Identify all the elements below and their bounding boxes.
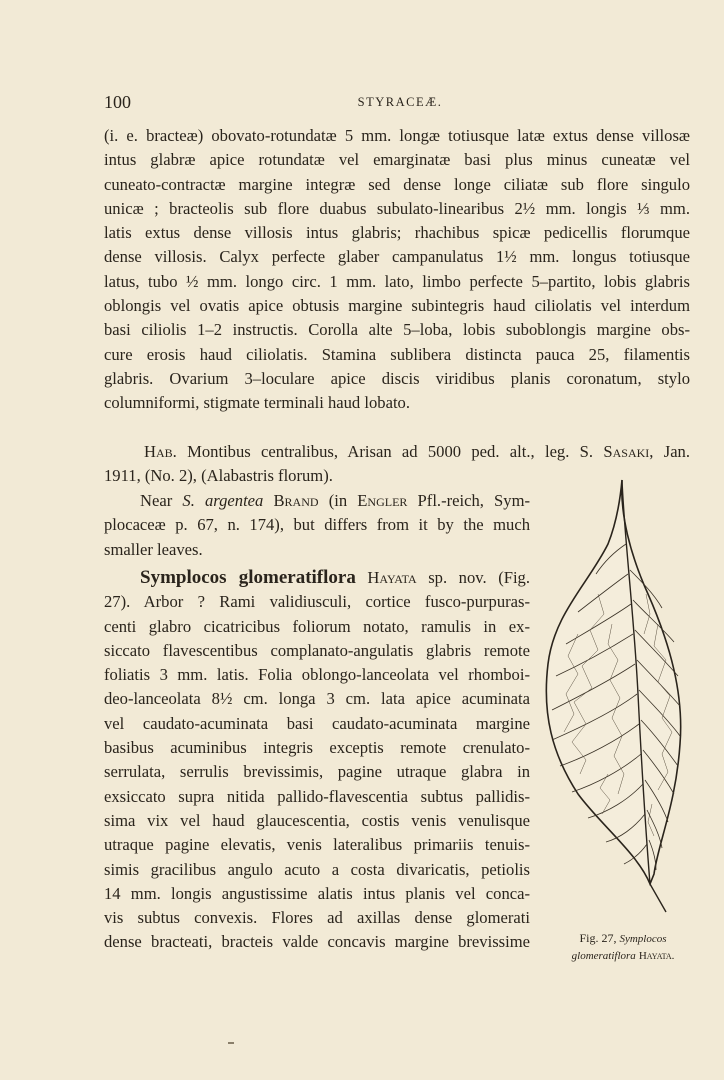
comparison-note: [104, 489, 530, 562]
text-line: sima vix vel haud glaucescentia, costis venis venulisque: [104, 810, 530, 830]
text-line: serrulata, serrulis brevissimis, pagine utraque glabra in: [104, 762, 530, 782]
caption-line: [548, 947, 698, 964]
running-head: STYRACEÆ.: [357, 95, 443, 109]
species-heading-line: [104, 566, 530, 590]
text-line: latus, tubo ½ mm. longo circ. 1 mm. lato, limbo perfecte 5–partito, lobis glabris: [104, 271, 690, 291]
caption-line: [548, 930, 698, 947]
text-line: centi glabro cicatricibus foliorum notato, ramulis in ex-: [104, 616, 530, 636]
text-line: 14 mm. longis angustissime alatis intus planis vel conca-: [104, 883, 530, 903]
description-paragraph: [104, 124, 690, 416]
note-text: Near: [140, 491, 183, 510]
text-line: glabris. Ovarium 3–loculare apice discis viridibus planis coronatum, stylo: [104, 368, 690, 388]
text-line: vis subtus convexis. Flores ad axillas dense glomerati: [104, 908, 530, 928]
text-line: unicæ ; bracteolis sub flore duabus subulato-linearibus 2½ mm. longis ⅓ mm.: [104, 198, 690, 218]
text-line: dense villosis. Calyx perfecte glaber campanulatus 1½ mm. longus totiusque: [104, 247, 690, 267]
species-name: Symplocos glomeratiflora: [140, 567, 356, 588]
page-header: [104, 92, 696, 116]
page-mark: [228, 1042, 234, 1044]
text-line: oblongis vel ovatis apice obtusis margine subintegris haud ciliolatis vel interdum: [104, 296, 690, 316]
text-line: cuneato-contractæ margine integræ sed dense longe ciliatæ sub flore singulo: [104, 174, 690, 194]
caption-author: Hayata.: [638, 950, 675, 962]
habitat-tail: , Jan.: [649, 442, 690, 461]
caption-epithet: glomeratiflora: [571, 950, 636, 962]
text-line: dense bracteati, bracteis valde concavis margine brevissime: [104, 932, 530, 952]
habitat-text: Montibus centralibus, Arisan ad 5000 ped. alt., leg. S.: [176, 442, 604, 461]
text-line: exsiccato supra nitida pallido-flavescentia subtus pallidis-: [104, 786, 530, 806]
text-line: basi ciliolis 1–2 instructis. Corolla alte 5–loba, lobis suboblongis margine obs-: [104, 320, 690, 340]
compared-species: S. argentea: [182, 491, 264, 510]
collector-name: Sasaki: [603, 442, 650, 461]
figure-caption: [548, 930, 698, 964]
species-author: Hayata: [367, 568, 417, 587]
note-line: plocaceæ p. 67, n. 174), but differs from it by the much: [104, 515, 530, 535]
note-line: [104, 489, 530, 513]
page-number: 100: [104, 92, 131, 112]
text-line: (i. e. bracteæ) obovato-rotundatæ 5 mm. longæ totiusque latæ extus dense villosæ: [104, 126, 690, 145]
habitat-line: 1911, (No. 2), (Alabastris florum).: [104, 466, 333, 486]
note-text: Pfl.-reich, Sym-: [407, 491, 531, 510]
text-line: latis extus dense villosis intus glabris; rhachibus spicæ pedicellis florumque: [104, 223, 690, 243]
text-line: simis gracilibus angulo acuto a costa divaricatis, petiolis: [104, 859, 530, 879]
text-line: deo-lanceolata 8½ cm. longa 3 cm. lata apice acuminata: [104, 689, 530, 709]
text-line: vel caudato-acuminata basi caudato-acuminata margine: [104, 713, 530, 733]
note-text: (in: [318, 491, 358, 510]
text-line: siccato flavescentibus complanato-angulatis glabris remote: [104, 640, 530, 660]
species-description: [104, 566, 530, 955]
text-line: basibus acuminibus integris exceptis remote crenulato-: [104, 738, 530, 758]
figure-label: Fig. 27,: [579, 931, 617, 945]
text-line: utraque pagine elevatis, venis lateralibus primariis tenuis-: [104, 835, 530, 855]
caption-species-part: Symplocos: [619, 933, 667, 945]
note-line: smaller leaves.: [104, 539, 203, 559]
text-line: intus glabræ apice rotundatæ vel emarginatæ basi plus minus cuneatæ vel: [104, 150, 690, 170]
habitat-label: Hab.: [144, 442, 177, 461]
leaf-illustration: [538, 474, 688, 918]
author-name: Engler: [357, 491, 408, 510]
text-line: cure erosis haud ciliolatis. Stamina sublibera distincta pauca 25, filamentis: [104, 344, 690, 364]
species-text: sp. nov. (Fig.: [416, 568, 531, 587]
text-line: 27). Arbor ? Rami validiusculi, cortice fusco-purpuras-: [104, 592, 530, 612]
habitat-line: [104, 440, 690, 464]
text-line: foliatis 3 mm. latis. Folia oblongo-lanceolata vel rhomboi-: [104, 665, 530, 685]
text-line: columniformi, stigmate terminali haud lobato.: [104, 393, 410, 413]
note-text: [263, 491, 273, 510]
author-name: Brand: [273, 491, 319, 510]
